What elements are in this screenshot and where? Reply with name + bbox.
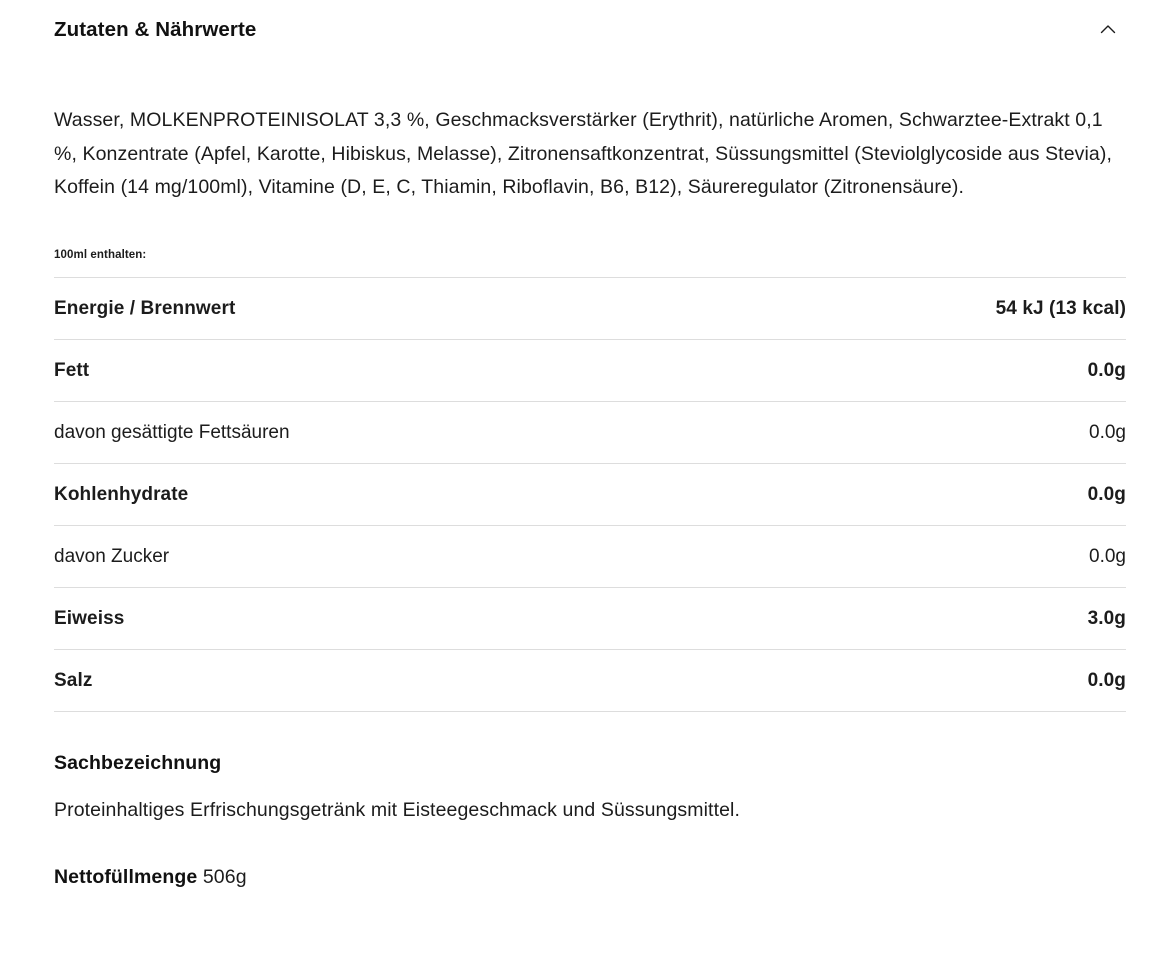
ingredients-text: Wasser, MOLKENPROTEINISOLAT 3,3 %, Geschmacksverstärker (Erythrit), natürliche Aromen, Schwarztee-Extrakt 0,1 %, Konzentrate (Apfel, Karotte, Hibiskus, Melasse), Zitronensaftkonzentrat, Süssungsmittel (Steviolglycoside aus Stevia), Koffein (14 mg/100ml), Vitamine (D, E, C, Thiamin, Riboflavin, B6, B12), Säureregulator (Zitronensäure). [54,109,1112,199]
nettofuellmenge [54,866,1122,889]
nutrition-value: 0.0g [1087,359,1126,381]
nutrition-basis-note: 100ml enthalten: [54,248,147,261]
sachbezeichnung-title: Sachbezeichnung [54,751,222,774]
nutrition-label: davon Zucker [54,545,170,567]
nutrition-value: 0.0g [1089,545,1126,567]
nettofuellmenge-label: Nettofüllmenge [54,865,198,888]
nutrition-label: Kohlenhydrate [54,483,189,505]
sachbezeichnung-text: Proteinhaltiges Erfrischungsgetränk mit Eisteegeschmack und Süssungsmittel. [54,798,740,821]
table-row [54,463,1126,525]
nutrition-value: 3.0g [1087,607,1126,629]
nutrition-label: Fett [54,359,90,381]
nutrition-label: Eiweiss [54,607,125,629]
chevron-up-icon[interactable] [1097,19,1119,41]
table-row [54,649,1126,711]
nutrition-label: davon gesättigte Fettsäuren [54,421,290,443]
section-title: Zutaten & Nährwerte [54,18,257,41]
nutrition-value: 0.0g [1089,421,1126,443]
nutrition-label: Salz [54,669,93,691]
table-row [54,525,1126,587]
table-row [54,339,1126,401]
table-row [54,277,1126,339]
table-row [54,401,1126,463]
nettofuellmenge-value: 506g [202,865,247,888]
table-row [54,587,1126,649]
nutrition-label: Energie / Brennwert [54,297,236,319]
nutrition-value: 0.0g [1087,669,1126,691]
nutrition-table [54,277,1126,712]
nutrition-value: 0.0g [1087,483,1126,505]
nutrition-value: 54 kJ (13 kcal) [995,297,1126,319]
accordion-header-zutaten-naehrwerte[interactable] [54,0,1122,48]
